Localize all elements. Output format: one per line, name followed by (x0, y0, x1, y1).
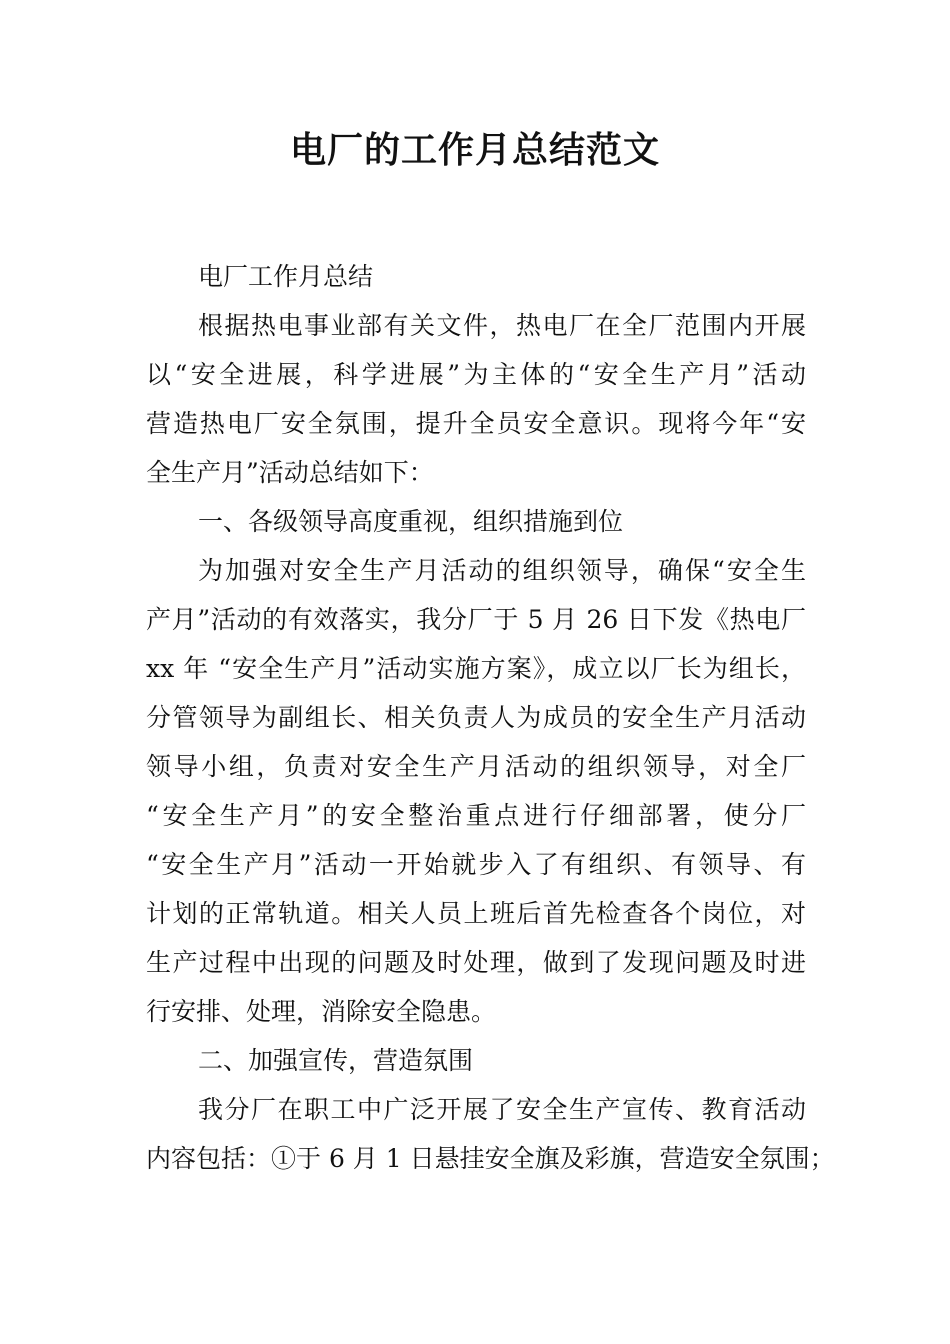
paragraph-line: 内容包括：①于 6 月 1 日悬挂安全旗及彩旗，营造安全氛围； (146, 1144, 835, 1173)
paragraph-line: 计划的正常轨道。相关人员上班后首先检查各个岗位，对 (146, 899, 806, 928)
document-body (146, 252, 835, 1183)
paragraph-line: 营造热电厂安全氛围，提升全员安全意识。现将今年“安 (146, 409, 806, 438)
paragraph-line: 电厂工作月总结 (198, 262, 374, 291)
paragraph-line: 我分厂在职工中广泛开展了安全生产宣传、教育活动 (198, 1095, 806, 1124)
paragraph-line: “安全生产月”的安全整治重点进行仔细部署，使分厂 (146, 801, 806, 830)
paragraph-line: 领导小组，负责对安全生产月活动的组织领导，对全厂 (146, 752, 806, 781)
paragraph-line: 行安排、处理，消除安全隐患。 (146, 997, 497, 1026)
paragraph-line: xx 年 “安全生产月”活动实施方案》，成立以厂长为组长， (146, 654, 806, 683)
paragraph-line: 以“安全进展，科学进展”为主体的“安全生产月”活动 (146, 360, 806, 389)
paragraph-line: 一、各级领导高度重视，组织措施到位 (198, 507, 624, 536)
paragraph-line: 全生产月”活动总结如下： (146, 458, 434, 487)
paragraph-line: “安全生产月”活动一开始就步入了有组织、有领导、有 (146, 850, 806, 879)
paragraph-line: 生产过程中出现的问题及时处理，做到了发现问题及时进 (146, 948, 806, 977)
paragraph-line: 产月”活动的有效落实，我分厂于 5 月 26 日下发《热电厂 (146, 605, 806, 634)
paragraph-line: 分管领导为副组长、相关负责人为成员的安全生产月活动 (146, 703, 806, 732)
paragraph-line: 二、加强宣传，营造氛围 (198, 1046, 474, 1075)
document-title: 电厂的工作月总结范文 (289, 130, 660, 171)
paragraph-line: 根据热电事业部有关文件，热电厂在全厂范围内开展 (198, 311, 806, 340)
paragraph-line: 为加强对安全生产月活动的组织领导，确保“安全生 (198, 556, 806, 585)
